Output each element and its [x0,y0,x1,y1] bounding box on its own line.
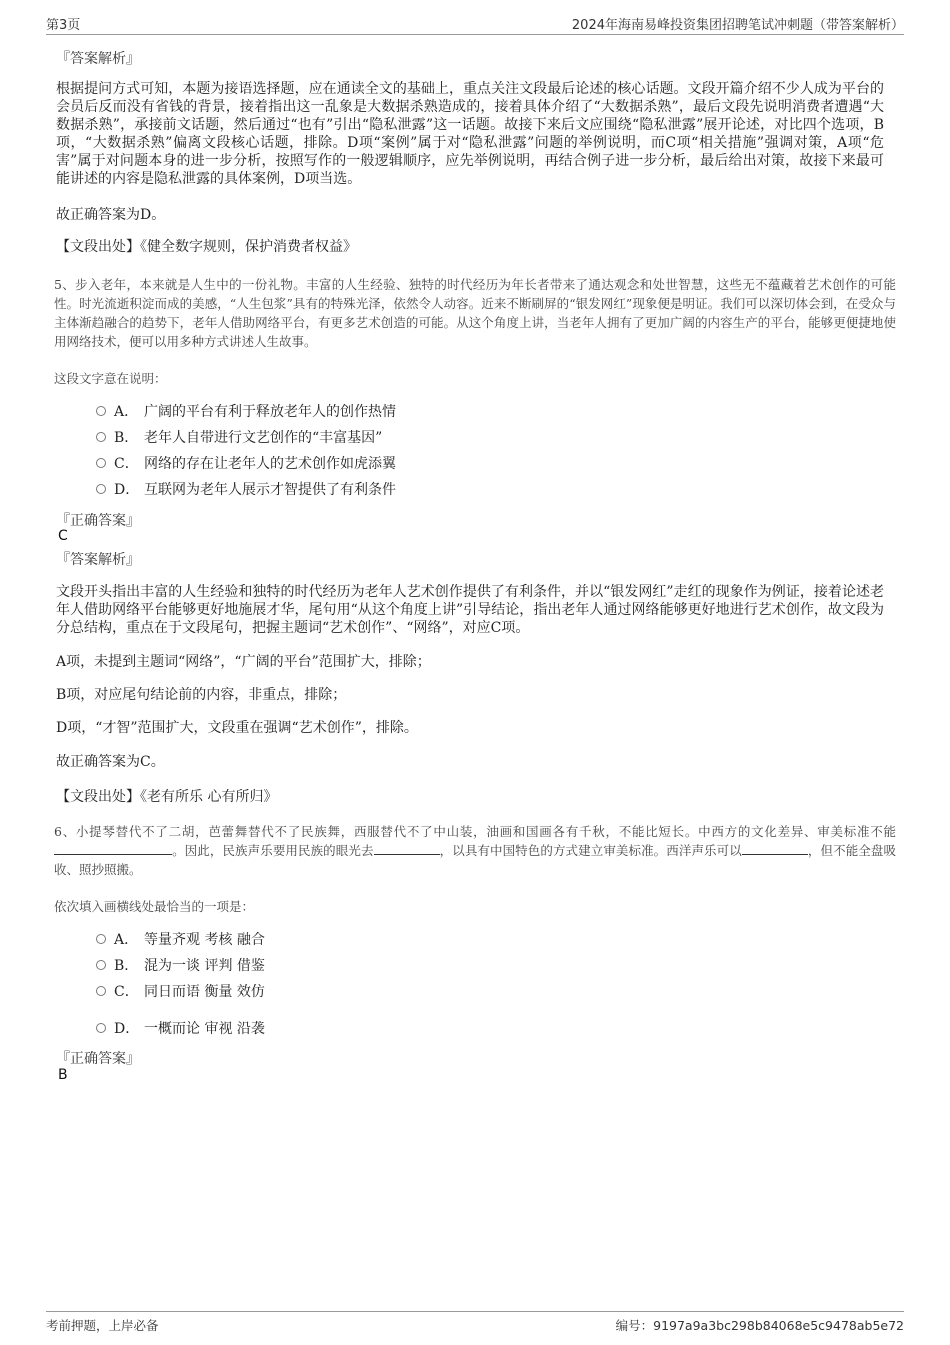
q5-conclusion: 故正确答案为C。 [56,754,165,770]
q5-option-b[interactable]: B． 老年人自带进行文艺创作的“丰富基因” [96,428,382,448]
q5-prompt: 这段文字意在说明： [54,371,167,386]
q5-note-a: A项，未提到主题词“网络”，“广阔的平台”范围扩大，排除； [56,654,431,670]
q5-analysis-label: 『答案解析』 [56,552,140,568]
q5-analysis-text: 文段开头指出丰富的人生经验和独特的时代经历为老年人艺术创作提供了有利条件，并以“银发网红”走红的现象作为例证，接着论述老年人借助网络平台能够更好地施展才华，尾句用“从这个角度上讲”引导结论，指出老年人通过网络能够更好地进行艺术创作，故文段为分总结构，重点在于文段尾句，把握主题词“艺术创作”、“网络”，对应C项。 [56,584,884,636]
radio-icon[interactable] [96,934,106,944]
page-number: 第3页 [46,18,81,33]
q5-answer: C [58,528,68,544]
q6-stem: 6、小提琴替代不了二胡，芭蕾舞替代不了民族舞，西服替代不了中山装，油画和国画各有千秋，不能比短长。中西方的文化差异、审美标准不能。因此，民族声乐要用民族的眼光去 ，以具有中国特色的方式建立审美标准。西洋声乐可以 ，但不能全盘吸收、照抄照搬。 [54,824,896,877]
document-title: 2024年海南易峰投资集团招聘笔试冲刺题（带答案解析） [571,18,904,33]
q4-conclusion: 故正确答案为D。 [56,207,166,223]
radio-icon[interactable] [96,458,106,468]
page-footer [46,1311,904,1337]
fill-blank-3[interactable] [742,842,808,855]
q6-prompt: 依次填入画横线处最恰当的一项是： [54,899,255,914]
q5-note-d: D项，“才智”范围扩大，文段重在强调“艺术创作”，排除。 [56,720,418,736]
q5-note-b: B项，对应尾句结论前的内容，非重点，排除； [56,687,347,703]
document-id: 编号：9197a9a3bc298b84068e5c9478ab5e72 [615,1318,904,1333]
footer-slogan: 考前押题，上岸必备 [46,1318,159,1333]
q5-option-a[interactable]: A． 广阔的平台有利于释放老年人的创作热情 [96,402,396,422]
q5-option-c[interactable]: C． 网络的存在让老年人的艺术创作如虎添翼 [96,454,396,474]
radio-icon[interactable] [96,1023,106,1033]
q6-option-d[interactable]: D． 一概而论 审视 沿袭 [96,1019,265,1039]
q5-stem: 5、步入老年，本来就是人生中的一份礼物。丰富的人生经验、独特的时代经历为年长者带来了通达观念和处世智慧，这些无不蕴藏着艺术创作的可能性。时光流逝积淀而成的美感，“人生包浆”具有的特殊光泽，依然令人动容。近来不断刷屏的“银发网红”现象便是明证。我们可以深切体会到，在受众与主体渐趋融合的趋势下，老年人借助网络平台，有更多艺术创造的可能。从这个角度上讲，当老年人拥有了更加广阔的内容生产的平台，能够更便捷地使用网络技术，便可以用多种方式讲述人生故事。 [54,277,896,349]
radio-icon[interactable] [96,960,106,970]
q6-option-b[interactable]: B． 混为一谈 评判 借鉴 [96,956,265,976]
q5-source: 【文段出处】《老有所乐 心有所归》 [56,789,278,805]
page-header [46,14,904,35]
fill-blank-2[interactable] [374,842,440,855]
radio-icon[interactable] [96,484,106,494]
radio-icon[interactable] [96,406,106,416]
q6-answer-label: 『正确答案』 [56,1051,140,1067]
q4-analysis-label: 『答案解析』 [56,51,140,67]
q6-option-a[interactable]: A． 等量齐观 考核 融合 [96,930,265,950]
q6-answer: B [58,1067,68,1083]
fill-blank-1[interactable] [54,842,172,855]
radio-icon[interactable] [96,432,106,442]
q4-source: 【文段出处】《健全数字规则，保护消费者权益》 [56,239,357,255]
q5-answer-label: 『正确答案』 [56,513,140,529]
q6-option-c[interactable]: C． 同日而语 衡量 效仿 [96,982,265,1002]
q5-option-d[interactable]: D． 互联网为老年人展示才智提供了有利条件 [96,480,396,500]
q4-analysis-text: 根据提问方式可知，本题为接语选择题，应在通读全文的基础上，重点关注文段最后论述的核心话题。文段开篇介绍不少人成为平台的会员后反而没有省钱的背景，接着指出这一乱象是大数据杀熟造成的，接着具体介绍了“大数据杀熟”，最后文段先说明消费者遭遇“大数据杀熟”，承接前文话题，然后通过“也有”引出“隐私泄露”这一话题。故接下来后文应围绕“隐私泄露”展开论述，对比四个选项，B项，“大数据杀熟”偏离文段核心话题，排除。D项“案例”属于对“隐私泄露”问题的举例说明，而C项“相关措施”强调对策，A项“危害”属于对问题本身的进一步分析，按照写作的一般逻辑顺序，应先举例说明，再结合例子进一步分析，最后给出对策，故接下来最可能讲述的内容是隐私泄露的具体案例，D项当选。 [56,81,884,187]
radio-icon[interactable] [96,986,106,996]
